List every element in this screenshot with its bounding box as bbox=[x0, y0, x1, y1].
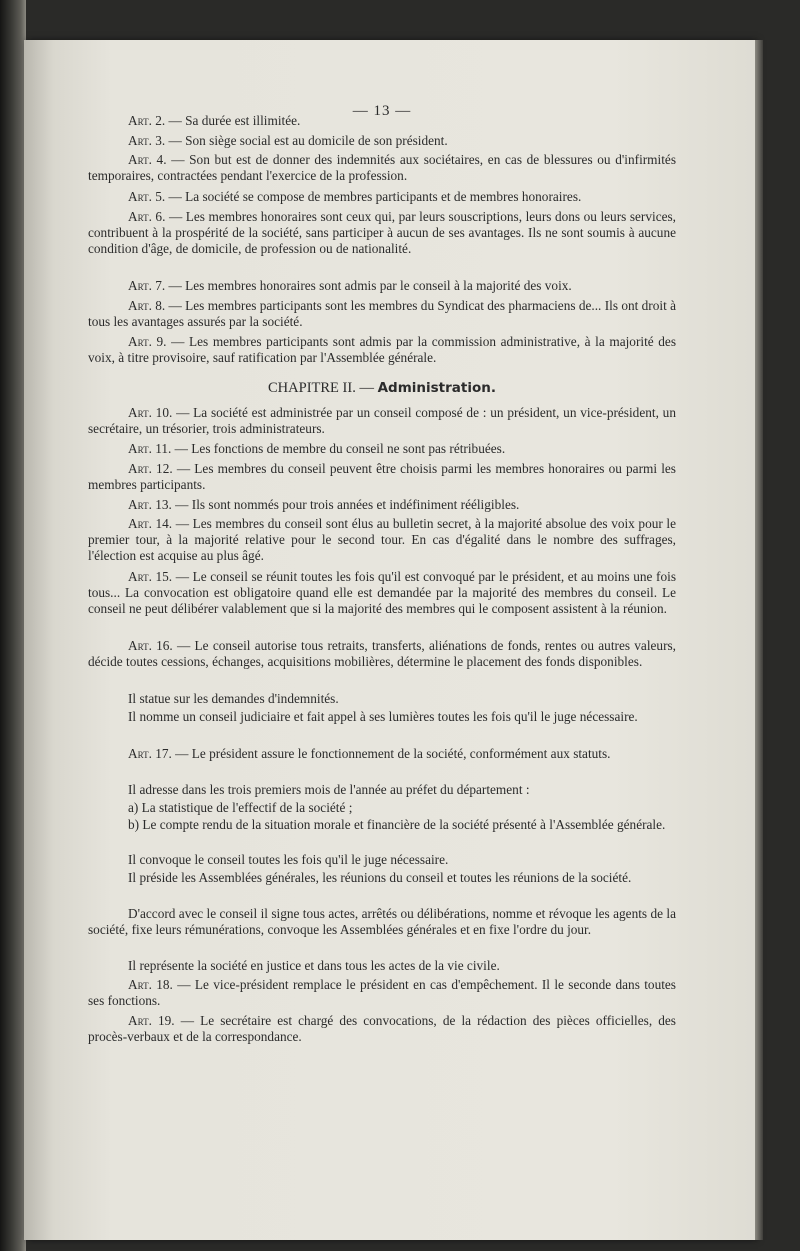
article-text: b) Le compte rendu de la situation morale et financière de la société présenté à l'Assemblée générale. bbox=[128, 817, 666, 832]
article-label: Art. 3. bbox=[128, 133, 166, 148]
article-label: Art. 11. bbox=[128, 441, 172, 456]
article-10 bbox=[88, 405, 676, 437]
page-edge bbox=[755, 40, 763, 1240]
article-text: Il représente la société en justice et dans tous les actes de la vie civile. bbox=[128, 958, 500, 973]
paragraph bbox=[88, 782, 676, 798]
article-text: — Les membres participants sont les membres du Syndicat des pharmaciens de... Ils ont droit à tous les avantages assurés par la société. bbox=[88, 298, 677, 329]
article-text: — Le président assure le fonctionnement de la société, conformément aux statuts. bbox=[171, 746, 611, 761]
article-9 bbox=[88, 334, 676, 366]
article-label: Art. 2. bbox=[128, 113, 166, 128]
list-item-b bbox=[88, 817, 676, 833]
article-label: Art. 15. bbox=[128, 569, 173, 584]
article-label: Art. 19. bbox=[128, 1013, 175, 1028]
book-page bbox=[24, 40, 756, 1240]
article-text: Il nomme un conseil judiciaire et fait appel à ses lumières toutes les fois qu'il le juge nécessaire. bbox=[128, 709, 638, 724]
article-13 bbox=[88, 497, 676, 513]
article-text: — Les fonctions de membre du conseil ne sont pas rétribuées. bbox=[171, 441, 506, 456]
article-text: D'accord avec le conseil il signe tous actes, arrêtés ou délibérations, nomme et révoque les agents de la société, fixe leurs rémunérations, convoque les Assemblées générales et en fixe l'ordre du jour. bbox=[88, 906, 676, 937]
chapter-heading bbox=[88, 380, 676, 396]
paragraph bbox=[88, 870, 676, 886]
article-label: Art. 9. bbox=[128, 334, 167, 349]
article-6 bbox=[88, 209, 676, 257]
article-text: Il statue sur les demandes d'indemnités. bbox=[128, 691, 339, 706]
article-label: Art. 10. bbox=[128, 405, 173, 420]
article-12 bbox=[88, 461, 676, 493]
article-label: Art. 8. bbox=[128, 298, 166, 313]
article-label: Art. 13. bbox=[128, 497, 172, 512]
article-text: — Le secrétaire est chargé des convocations, de la rédaction des pièces officielles, des procès-verbaux et de la correspondance. bbox=[88, 1013, 676, 1044]
article-label: Art. 4. bbox=[128, 152, 167, 167]
article-text: — Ils sont nommés pour trois années et indéfiniment rééligibles. bbox=[171, 497, 520, 512]
article-4 bbox=[88, 152, 676, 184]
article-label: Art. 12. bbox=[128, 461, 173, 476]
article-2 bbox=[88, 113, 676, 129]
article-text: a) La statistique de l'effectif de la société ; bbox=[128, 800, 353, 815]
article-3 bbox=[88, 133, 676, 149]
article-text: — Les membres participants sont admis par la commission administrative, à la majorité des voix, à titre provisoire, sauf ratification par l'Assemblée générale. bbox=[88, 334, 677, 365]
paragraph bbox=[88, 709, 676, 725]
article-text: — Les membres du conseil peuvent être choisis parmi les membres honoraires ou parmi les membres participants. bbox=[88, 461, 676, 492]
book-binding bbox=[0, 0, 26, 1251]
article-text: — Sa durée est illimitée. bbox=[165, 113, 301, 128]
article-text: — Le conseil autorise tous retraits, transferts, aliénations de fonds, rentes ou autres valeurs, décide toutes cessions, échanges, acquisitions mobilières, détermine le placement des fonds disponibles. bbox=[88, 638, 676, 669]
article-label: Art. 6. bbox=[128, 209, 166, 224]
article-label: Art. 16. bbox=[128, 638, 173, 653]
chapter-label: CHAPITRE II. — bbox=[268, 380, 374, 396]
article-7 bbox=[88, 278, 676, 294]
page-number: — 13 — bbox=[352, 103, 412, 119]
article-text: — La société se compose de membres participants et de membres honoraires. bbox=[165, 189, 582, 204]
article-14 bbox=[88, 516, 676, 564]
article-label: Art. 14. bbox=[128, 516, 173, 531]
article-text: — Le vice-président remplace le président en cas d'empêchement. Il le seconde dans toutes ses fonctions. bbox=[88, 977, 676, 1008]
article-label: Art. 18. bbox=[128, 977, 173, 992]
article-8 bbox=[88, 298, 676, 330]
chapter-title: Administration. bbox=[377, 380, 496, 396]
paragraph bbox=[88, 852, 676, 868]
article-19 bbox=[88, 1013, 676, 1045]
article-11 bbox=[88, 441, 676, 457]
article-text: — Les membres honoraires sont ceux qui, par leurs souscriptions, leurs dons ou leurs services, contribuent à la prospérité de la société, sans participer à aucun de ses avantages. Ils ne sont soumis à aucune condition d'âge, de domicile, de profession ou de nationalité. bbox=[88, 209, 676, 256]
article-text: — Le conseil se réunit toutes les fois qu'il est convoqué par le président, et au moins une fois tous... La convocation est obligatoire quand elle est demandée par la majorité des membres du conseil. Le conseil ne peut délibérer valablement que si la majorité des membres qui le composent assistent à la réunion. bbox=[88, 569, 676, 616]
article-5 bbox=[88, 189, 676, 205]
paragraph bbox=[88, 958, 676, 974]
article-18 bbox=[88, 977, 676, 1009]
article-label: Art. 17. bbox=[128, 746, 172, 761]
article-label: Art. 5. bbox=[128, 189, 166, 204]
article-text: — Les membres du conseil sont élus au bulletin secret, à la majorité absolue des voix pour le premier tour, à la majorité relative pour le second tour. En cas d'égalité dans le nombre des suffrages, l'élection est acquise au plus âgé. bbox=[88, 516, 677, 563]
article-16 bbox=[88, 638, 676, 670]
paragraph bbox=[88, 906, 676, 938]
article-text: — Son siège social est au domicile de son président. bbox=[165, 133, 448, 148]
article-label: Art. 7. bbox=[128, 278, 166, 293]
article-text: Il préside les Assemblées générales, les réunions du conseil et toutes les réunions de la société. bbox=[128, 870, 632, 885]
article-text: Il convoque le conseil toutes les fois qu'il le juge nécessaire. bbox=[128, 852, 449, 867]
article-text: — Son but est de donner des indemnités aux sociétaires, en cas de blessures ou d'infirmités temporaires, contractées pendant l'exercice de la profession. bbox=[88, 152, 676, 183]
article-17 bbox=[88, 746, 676, 762]
paragraph bbox=[88, 691, 676, 707]
article-text: — Les membres honoraires sont admis par le conseil à la majorité des voix. bbox=[165, 278, 572, 293]
list-item-a bbox=[88, 800, 676, 816]
article-text: — La société est administrée par un conseil composé de : un président, un vice-président, un secrétaire, un trésorier, trois administrateurs. bbox=[88, 405, 676, 436]
article-15 bbox=[88, 569, 676, 617]
article-text: Il adresse dans les trois premiers mois de l'année au préfet du département : bbox=[128, 782, 530, 797]
